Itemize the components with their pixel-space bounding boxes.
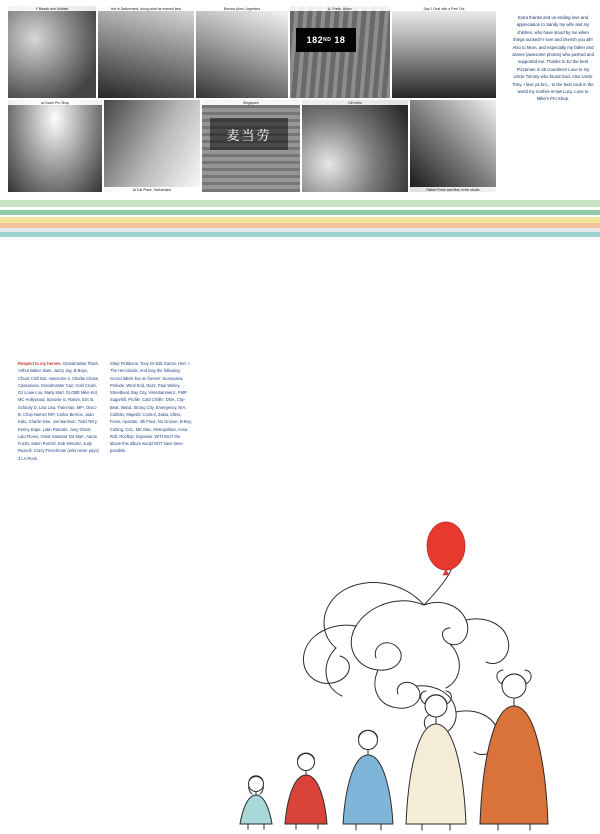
photo-10: [410, 100, 496, 192]
photo-grid: [8, 4, 496, 194]
subway-sign-suffix: ND: [323, 37, 332, 44]
photo-1-caption: Y Bleach and Untitled: [8, 6, 96, 11]
photo-2-caption: Hot in Switzerland, doing what he learned best: [98, 6, 194, 11]
credits-heading: Respect to my heroes.: [18, 361, 62, 366]
photo-9: [302, 100, 408, 192]
photo-8: [202, 100, 300, 192]
balloon-and-figures-drawing: [228, 498, 588, 834]
credits-block: [18, 360, 196, 462]
photo-4: [290, 6, 390, 98]
photo-6-caption: on Dad's Pro Shop: [8, 100, 102, 105]
photo-2: [98, 6, 194, 98]
photo-5-caption: Day 1 Deal with a Peel Out: [392, 6, 496, 11]
credits-column-2: Shep Pettibone, Tony Dr Edit Garcia, Herc + The Herculoids. And may the following record labels live on forever: Sunnyview, Prelude, West End, Dazz, Paul Winley, Streetbeat, Bay City, Vintertainmenz, PMP, Sugarhill, Profile, Cold Chillin', DNA, City-Beat, Wand, Strong City, Emergency, NIA, Cobbler, Majestic Control, Zakia, Idlers, Fever, Apastan, 4th Floor, Nu Groove, B-Boy, Cutting, CCL, Mic Mac, Metropolitan, Anna Roll, Rooftop, Dopewar. WITHOUT the above this album would NOT have been possible.: [110, 361, 192, 454]
subway-sign-secondary: 18: [334, 35, 346, 46]
thanks-text: Extra thanks and un-ending love and appreciation to Sandy my wife and my children, who have stood by me when things sucked!! I love and cherish you all!! Also to Mom, and especially my father and James (awesome photos) who pushed and supported me. Thanks to EJ the best Pizzaman in 28 countries!! Love to my Uncle Tommy who found God. Also Uncle Tony, I love ya bro... to the best cook in the world my mother-in-law Lucy. Love to Mike's Pro Shop.: [512, 15, 594, 102]
lower-panel: [0, 240, 600, 600]
photo-9-caption: Girl w/bo: [302, 100, 408, 105]
photo-6: [8, 100, 102, 192]
photo-8-caption: Singapore: [202, 100, 300, 105]
photo-7: [104, 100, 200, 192]
photo-1: [8, 6, 96, 98]
photo-4-caption: A. Fresh, Bronx: [290, 6, 390, 11]
photo-3: [196, 6, 288, 98]
photo-5: [392, 6, 496, 98]
subway-sign: [296, 28, 356, 52]
credits-column-1-text: Grandmaster Flash, Arthur Baker, Bam, Jazzy Jay, B-Boys, Chuck Chill Out, Awesome 2, Charlie Chase, Cassanova, Grandmaster Caz, Cold Crush, DJ Louie Lou, Marly Marl, GLOBE Mike Kid, MC Hollywood, Spoonie G, Rakim, Eric B, Schooly D, Lisa Lisa, Trainman, MF³, Disco B, Chop Numez RIP, Carlos Berrios, Juan Kato, Charlie Dee, Joe Barrison, Todd Terry, Kenny Dope, Latin Rascals, Joey Ghost, Lalo Flores, Omar Santana 'Da Man', Aaron Fuchs, Mann Parrish, Bob Mendez, Judy Russell, Crazy Frenchman (who never pays) 3 LA Rock,: [18, 361, 100, 461]
subway-sign-number: 182: [306, 35, 324, 46]
photo-11-caption: At Cat Place, Switzerland: [104, 187, 200, 192]
photo-3-caption: Buenos Aires, Argentina: [196, 6, 288, 11]
stripe-green-light: [0, 200, 600, 207]
credits-column-1: [18, 360, 100, 462]
photo-10-caption: Father Fresh and Man in the studio: [410, 187, 496, 192]
chinese-sign: 麦当劳: [210, 118, 288, 149]
photo-collage-panel: [0, 0, 600, 200]
color-stripe-band: [0, 200, 600, 240]
